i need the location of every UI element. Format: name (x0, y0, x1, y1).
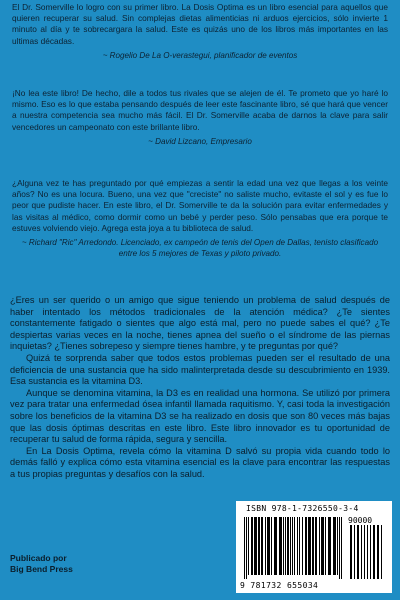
isbn-barcode (236, 501, 392, 593)
barcode-addon-bar (367, 525, 368, 579)
barcode-bar (315, 517, 317, 575)
barcode-bar (248, 517, 249, 575)
barcode-digits: 9 781732 655034 (240, 581, 319, 590)
barcode-bar (258, 517, 260, 575)
barcode-bar (302, 517, 303, 575)
barcode-bar (287, 517, 289, 575)
barcode-bar (292, 517, 293, 575)
barcode-bars (242, 517, 386, 581)
barcode-bar (285, 517, 286, 575)
barcode-addon-bar (361, 525, 362, 579)
barcode-addon-bar (381, 525, 382, 579)
publisher-label: Publicado por (10, 553, 67, 563)
isbn-label: ISBN 978-1-7326550-3-4 (246, 504, 359, 513)
barcode-bar (261, 517, 263, 575)
testimonial-attribution: ~ Rogelio De La O-verastegui, planificador de eventos (102, 50, 298, 60)
barcode-addon-bar (377, 525, 379, 579)
publisher-imprint (10, 553, 73, 575)
testimonial-attribution: ~ Richard "Ric" Arredondo. Licenciado, ex campeón de tenis del Open de Dallas, tenisto clasificado entre los 5 mejores de Texas y piloto privado. (21, 238, 379, 259)
barcode-addon-bar (373, 525, 375, 579)
barcode-bar (297, 517, 298, 575)
barcode-bar (312, 517, 314, 575)
barcode-bar (321, 517, 324, 575)
barcode-bar (294, 517, 295, 575)
description-paragraph: En La Dosis Optima, revela cómo la vitamina D salvó su propia vida cuando todo lo demás falló y explica cómo esta vitamina esencial es la clave para encontrar las respuestas a tus propias preguntas y desafíos con la salud. (10, 445, 390, 479)
barcode-bar (325, 517, 326, 575)
barcode-bar (328, 517, 331, 575)
barcode-bar (244, 517, 245, 579)
description-paragraph: Quizá te sorprenda saber que todos estos problemas pueden ser el resultado de una deficiencia de una sustancia que ha sido malinterpretada desde su descubrimiento en 1939. Esa sustancia es la vitamina D3. (10, 352, 390, 387)
barcode-bar (337, 517, 338, 575)
testimonial-text: El Dr. Somerville lo logro con su primer libro. La Dosis Optima es un libro esencial para aquellos que quieren recuperar su salud. Sin complejas dietas alimenticias ni arduos ejercicios, sólo invierte 1 minuto al día y te sobrecargara la salud. Este es quizás uno de los libros más importantes en las ultimas décadas. (12, 2, 388, 46)
description-paragraph: ¿Eres un ser querido o un amigo que sigue teniendo un problema de salud después de haber intentado los métodos tradicionales de la atención médica? ¿Te sientes constantemente fatigado o sientes que algo está mal, pero no puede sabes el qué? ¿Te despiertas varias veces en la noche, tienes apnea del sueño o el síndrome de las piernas inquietas? ¿Tienes sobrepeso y siempre tienes hambre, y te preguntas por qué? (10, 295, 390, 352)
barcode-addon-bar (370, 525, 371, 579)
barcode-bar (290, 517, 291, 575)
barcode-bar (339, 517, 340, 579)
barcode-bar (254, 517, 257, 575)
testimonial-3 (12, 178, 388, 259)
barcode-bar (319, 517, 320, 575)
description-paragraph: Aunque se denomina vitamina, la D3 es en realidad una hormona. Se utilizó por primera vez para tratar una enfermedad ósea infantil llamada raquitismo. Y, casi toda la investigación sobre los beneficios de la vitamina D3 se ha realizado en dosis que son 80 veces más bajas que las dosis óptimas descritas en este libro. Este libro innovador es tu oportunidad de recuperar tu salud de forma rápida, segura y sencilla. (10, 387, 390, 445)
barcode-bar (305, 517, 307, 575)
price-code: 90000 (348, 516, 373, 525)
barcode-bar (265, 517, 266, 575)
testimonial-attribution: ~ David Lizcano, Empresario (148, 136, 252, 146)
barcode-bar (283, 517, 284, 575)
book-description (10, 295, 390, 481)
barcode-bar (333, 517, 336, 575)
barcode-bar (308, 517, 311, 575)
testimonial-text: ¿Alguna vez te has preguntado por qué empiezas a sentir la edad una vez que llegas a los veinte años? No es una locura. Bueno, una vez que "creciste" no saliste mucho, evitaste el sol y es fue lo peor que pudiste hacer. En este libro, el Dr. Somerville te da la solución para evitar enfermedades y las visitas al médico, como dormir como un bebé y perder peso. Sólo pensabas que era porque te estuves volviendo viejo. Agrega esta joya a tu biblioteca de salud. (12, 178, 388, 233)
barcode-addon-bar (364, 525, 365, 579)
testimonial-1 (12, 2, 388, 61)
barcode-bar (279, 517, 282, 575)
barcode-addon-bar (350, 525, 352, 579)
barcode-bar (299, 517, 300, 575)
barcode-bar (341, 517, 342, 579)
barcode-bar (251, 517, 253, 575)
testimonial-text: ¡No lea este libro! De hecho, dile a todos tus rivales que se alejen de él. Te prometo que yo haré lo mismo. Eso es lo que estaba pensando después de leer este fascinante libro, sé que hará que vencer a nuestra competencia sea mucho más fácil. El Dr. Somerville acaba de darnos la clave para salir vencedores un campeonato con este brillante libro. (12, 88, 388, 132)
barcode-bar (246, 517, 247, 579)
barcode-bar (267, 517, 270, 575)
testimonial-2 (12, 88, 388, 147)
publisher-name: Big Bend Press (10, 564, 73, 574)
barcode-bar (271, 517, 272, 575)
barcode-addon-bar (357, 525, 359, 579)
barcode-addon-bar (354, 525, 355, 579)
barcode-bar (274, 517, 277, 575)
